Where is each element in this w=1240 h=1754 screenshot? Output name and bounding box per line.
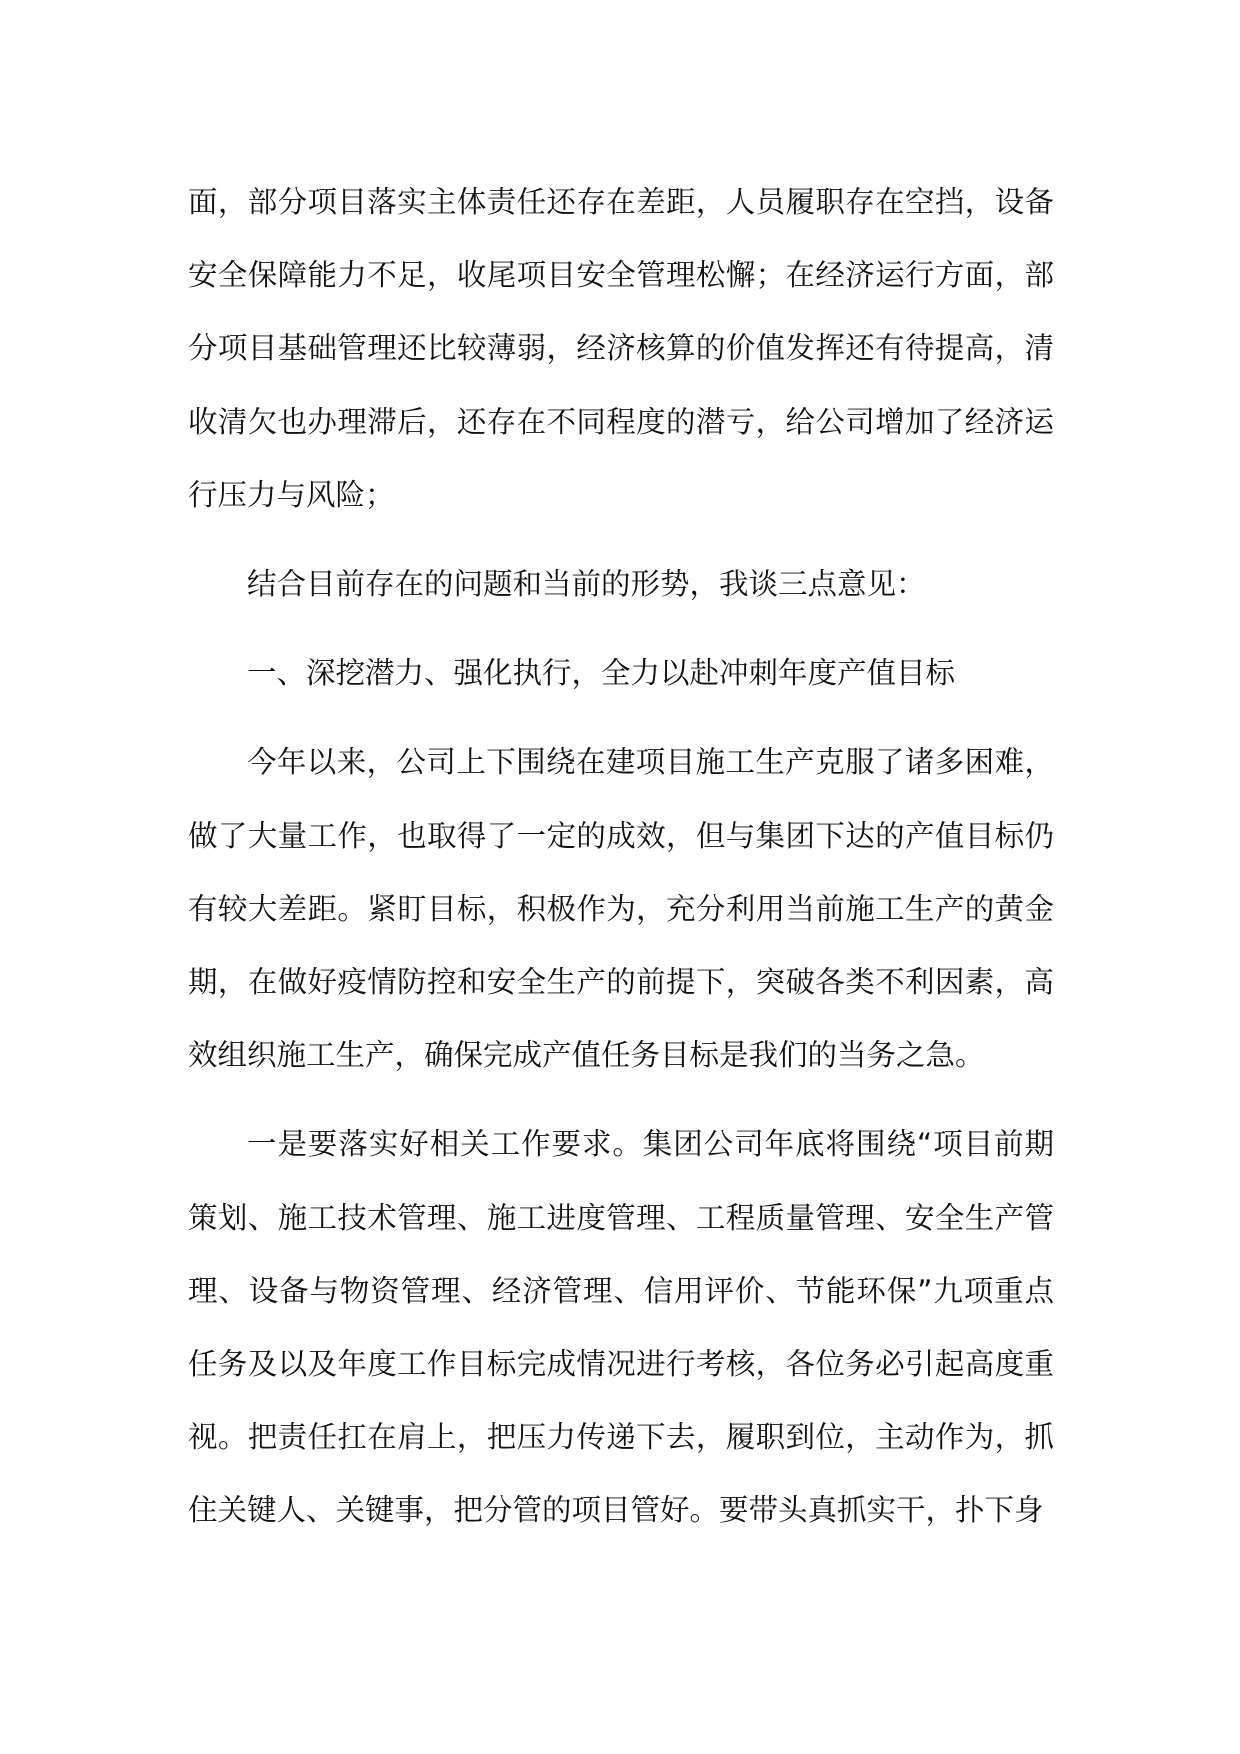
paragraph-output-target: 今年以来，公司上下围绕在建项目施工生产克服了诸多困难，做了大量工作，也取得了一定的成效，但与集团下达的产值目标仍有较大差距。紧盯目标，积极作为，充分利用当前施工生产的黄金期，在做好疫情防控和安全生产的前提下，突破各类不利因素，高效组织施工生产，确保完成产值任务目标是我们的当务之急。: [188, 745, 1054, 1073]
paragraph-continuation: 面，部分项目落实主体责任还存在差距，人员履职存在空挡，设备安全保障能力不足，收尾项目安全管理松懈；在经济运行方面，部分项目基础管理还比较薄弱，经济核算的价值发挥还有待提高，清收清欠也办理滞后，还存在不同程度的潜亏，给公司增加了经济运行压力与风险；: [188, 185, 1054, 512]
document-body: [188, 166, 1054, 1548]
paragraph-opinions-intro: 结合目前存在的问题和当前的形势，我谈三点意见：: [247, 567, 926, 602]
section-heading-one: 一、深挖潜力、强化执行，全力以赴冲刺年度产值目标: [247, 656, 956, 691]
paragraph-work-requirements: 一是要落实好相关工作要求。集团公司年底将围绕“项目前期策划、施工技术管理、施工进度管理、工程质量管理、安全生产管理、设备与物资管理、经济管理、信用评价、节能环保”九项重点任务及以及年度工作目标完成情况进行考核，各位务必引起高度重视。把责任扛在肩上，把压力传递下去，履职到位，主动作为，抓住关键人、关键事，把分管的项目管好。要带头真抓实干，扑下身: [188, 1127, 1054, 1528]
